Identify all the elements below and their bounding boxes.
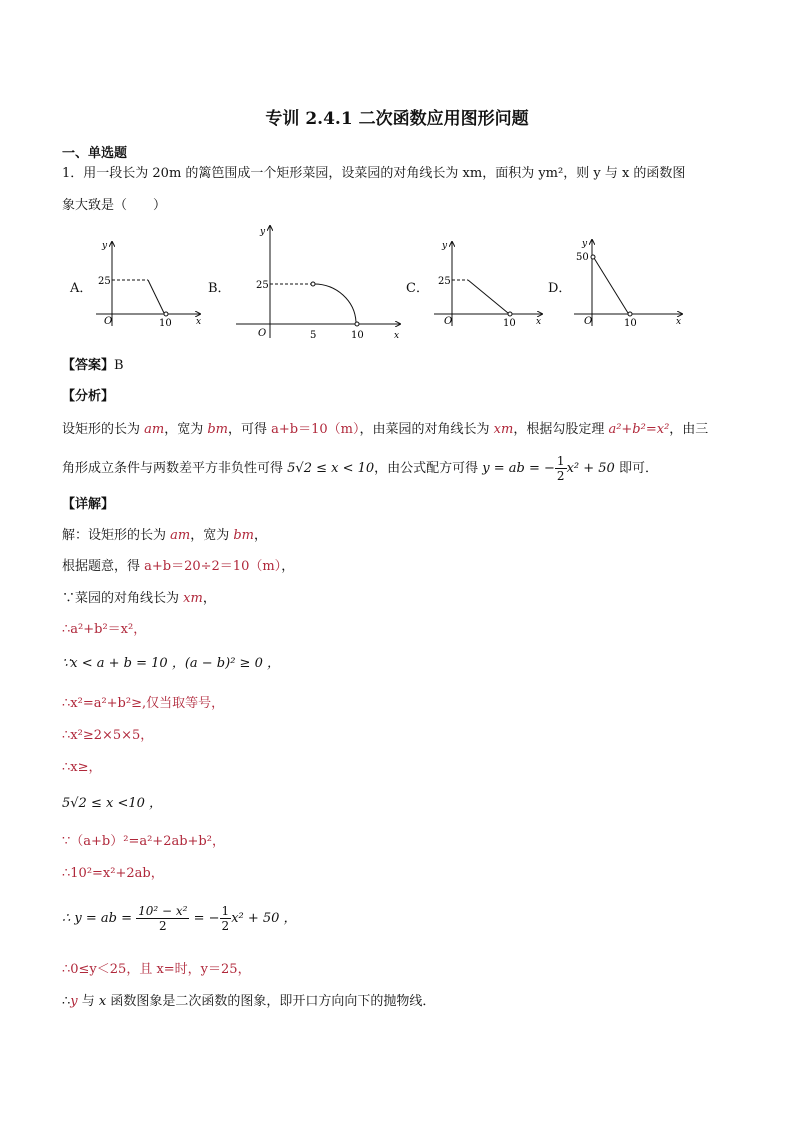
detail-line-7: ∴x²≥2×5×5，	[62, 728, 154, 743]
origin-label: O	[104, 316, 113, 327]
x-axis-label: x	[676, 317, 682, 327]
analysis-tag: 【分析】	[62, 389, 115, 404]
answer-value: B	[114, 358, 124, 373]
question-text-line1: 1．用一段长为 20m 的篱笆围成一个矩形菜园，设菜园的对角线长为 xm，面积为 ym²，则 y 与 x 的函数图	[62, 166, 686, 181]
open-point-top	[311, 282, 315, 286]
detail-line-10: ∵（a+b）²=a²+2ab+b²，	[62, 834, 225, 849]
open-point-bottom	[628, 312, 632, 316]
origin-label: O	[258, 328, 267, 339]
x-axis-label: x	[196, 317, 202, 327]
y-axis-label: y	[260, 227, 266, 237]
graph-line	[148, 280, 164, 313]
question-text-line2: 象大致是（ ）	[62, 198, 167, 213]
x-tick-label: 10	[503, 318, 516, 328]
y-tick-label: 25	[256, 280, 269, 291]
answer-tag: 【答案】	[62, 358, 115, 373]
open-point	[508, 312, 512, 316]
option-b-graph	[232, 222, 404, 342]
analysis-paragraph-line2: 角形成立条件与两数差平方非负性可得 5√2 ≤ x < 10，由公式配方可得 y = ab = − $\frac{1}{2}$ x² + 50 即可．	[62, 454, 658, 483]
x-tick-label-10: 10	[351, 330, 364, 341]
section-heading: 一、单选题	[62, 146, 128, 161]
y-tick-label: 25	[98, 276, 111, 287]
graph-line	[594, 258, 628, 313]
open-point	[164, 312, 168, 316]
option-a-label: A．	[70, 281, 93, 296]
graph-curve	[314, 284, 356, 322]
x-axis-label: x	[536, 317, 542, 327]
origin-label: O	[584, 316, 593, 327]
y-axis-label: y	[102, 241, 108, 251]
detail-line-4: ∴a²+b²＝x²，	[62, 622, 147, 637]
y-axis-label: y	[442, 241, 448, 251]
option-c-label: C．	[406, 281, 429, 296]
graph-line	[468, 280, 508, 313]
origin-label: O	[444, 316, 453, 327]
x-tick-label: 10	[624, 318, 637, 328]
y-tick-label: 50	[576, 252, 589, 263]
option-a-graph	[92, 236, 204, 328]
open-point-bottom	[355, 322, 359, 326]
detail-line-12: ∴ y = ab = $\frac{\text{10² − x²}}{2}$ = − $\frac{1}{2}$ x² + 50 ，	[62, 904, 297, 933]
detail-line-13: ∴0≤y＜25，且 x=时，y＝25，	[62, 962, 251, 977]
page-title: 专训 2.4.1 二次函数应用图形问题	[265, 109, 529, 129]
detail-line-1: 解：设矩形的长为 am，宽为 bm，	[62, 528, 268, 543]
x-tick-label-5: 5	[310, 330, 317, 341]
detail-line-5: ∵x < a + b = 10 ，(a − b)² ≥ 0 ，	[62, 656, 280, 671]
option-b-label: B．	[208, 281, 231, 296]
detail-line-14: ∴y 与 x 函数图象是二次函数的图象，即开口方向向下的抛物线．	[62, 994, 436, 1009]
answer-line	[62, 358, 124, 374]
detail-line-9: 5√2 ≤ x <10 ，	[62, 796, 163, 811]
detail-line-11: ∴10²=x²+2ab，	[62, 866, 164, 881]
analysis-paragraph-line1: 设矩形的长为 am，宽为 bm，可得 a+b＝10（m），由菜园的对角线长为 xm，根据勾股定理 a²+b²=x²，由三	[62, 422, 709, 437]
detail-tag: 【详解】	[62, 497, 115, 512]
y-tick-label: 25	[438, 276, 451, 287]
detail-line-8: ∴x≥，	[62, 760, 102, 775]
option-d-graph	[570, 236, 686, 328]
x-axis-label: x	[394, 331, 400, 341]
x-tick-label: 10	[159, 318, 172, 328]
option-d-label: D．	[548, 281, 572, 296]
detail-line-6: ∴x²=a²+b²≥,仅当取等号，	[62, 696, 225, 711]
option-c-graph	[430, 236, 546, 328]
detail-line-3: ∵菜园的对角线长为 xm，	[62, 591, 216, 606]
y-axis-label: y	[582, 239, 588, 249]
open-point-top	[591, 255, 595, 259]
detail-line-2: 根据题意，得 a+b＝20÷2＝10（m），	[62, 559, 295, 574]
